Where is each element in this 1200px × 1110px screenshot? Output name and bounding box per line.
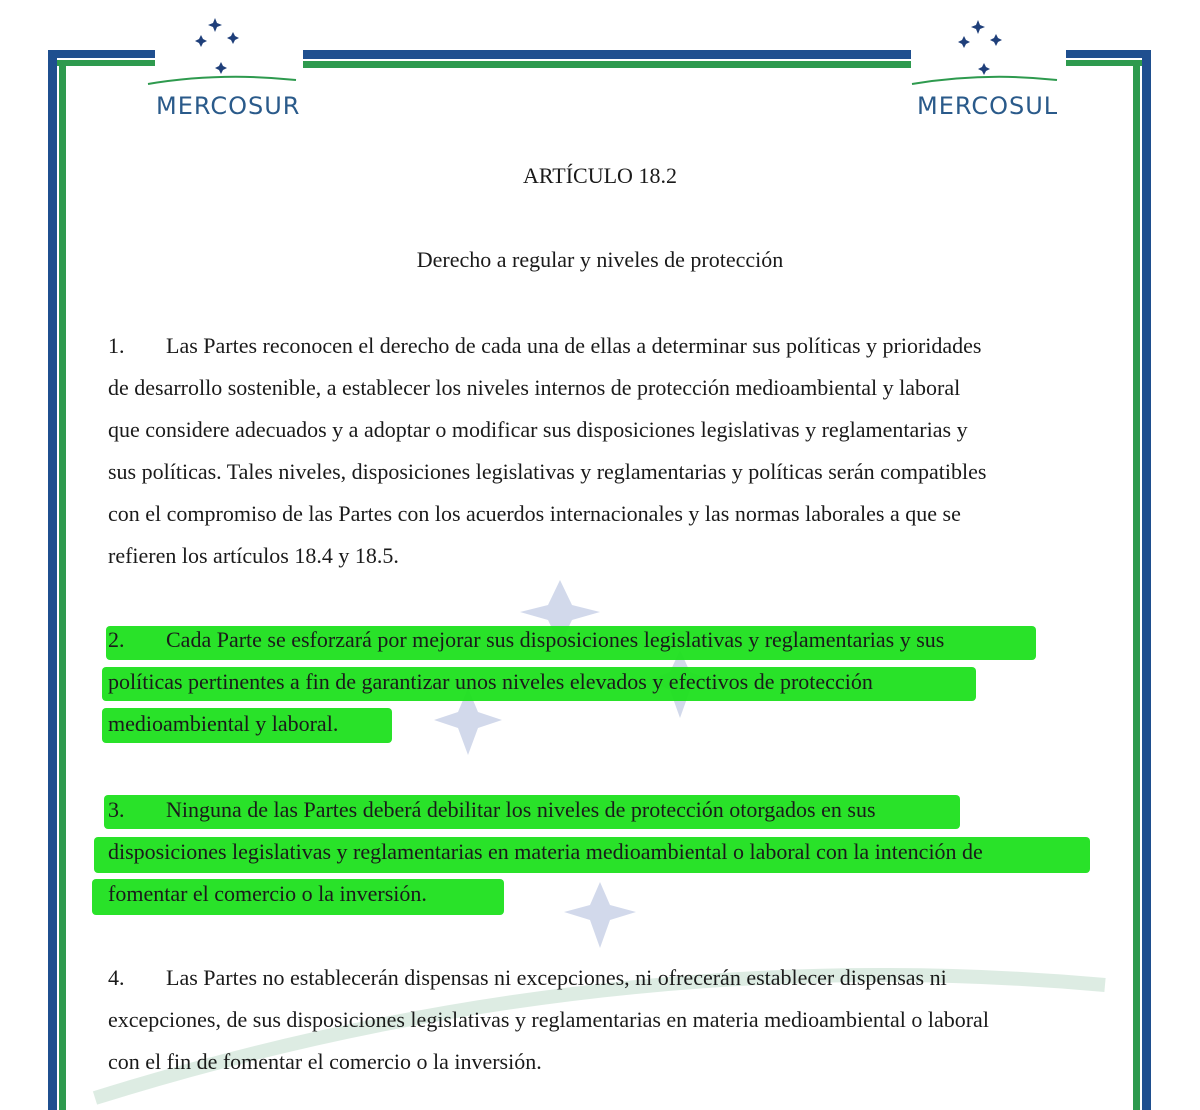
paragraph-number: 4. [108, 965, 125, 990]
paragraph-line: 2. Cada Parte se esforzará por mejorar sus disposiciones legislativas y reglamentarias y sus [108, 627, 945, 652]
paragraph-line: con el compromiso de las Partes con los acuerdos internacionales y las normas laborales a que se [108, 501, 961, 526]
paragraph-line: sus políticas. Tales niveles, disposiciones legislativas y reglamentarias y políticas serán compatibles [108, 459, 987, 484]
paragraph-line: que considere adecuados y a adoptar o modificar sus disposiciones legislativas y reglamentarias y [108, 417, 968, 442]
paragraph-line: 1. Las Partes reconocen el derecho de cada una de ellas a determinar sus políticas y prioridades [108, 333, 982, 358]
paragraph-number: 1. [108, 333, 125, 358]
mercosur-stars-icon [195, 18, 239, 74]
paragraph-number: 2. [108, 627, 125, 652]
paragraph-line: políticas pertinentes a fin de garantizar unos niveles elevados y efectivos de protección [108, 669, 873, 694]
paragraph-line: excepciones, de sus disposiciones legislativas y reglamentarias en materia medioambiental o laboral [108, 1007, 989, 1032]
paragraph-number: 3. [108, 797, 125, 822]
article-title: ARTÍCULO 18.2 [523, 163, 677, 188]
paragraph-line: fomentar el comercio o la inversión. [108, 881, 427, 906]
paragraph-line: refieren los artículos 18.4 y 18.5. [108, 543, 399, 568]
paragraph-line: con el fin de fomentar el comercio o la inversión. [108, 1049, 542, 1074]
article-subtitle: Derecho a regular y niveles de protección [416, 247, 784, 272]
paragraph-line: 4. Las Partes no establecerán dispensas ni excepciones, ni ofrecerán establecer dispensas ni [108, 965, 947, 990]
mercosul-stars-icon [958, 20, 1002, 75]
paragraph-line: de desarrollo sostenible, a establecer los niveles internos de protección medioambiental y laboral [108, 375, 961, 400]
watermark-swoosh [95, 975, 1105, 1098]
mercosur-logo-text: MERCOSUR [156, 92, 301, 120]
mercosul-logo-text: MERCOSUL [917, 92, 1059, 120]
paragraph-line: 3. Ninguna de las Partes deberá debilitar los niveles de protección otorgados en sus [108, 797, 876, 822]
paragraph-line: medioambiental y laboral. [108, 711, 339, 736]
paragraph-line: disposiciones legislativas y reglamentarias en materia medioambiental o laboral con la intención de [108, 839, 983, 864]
